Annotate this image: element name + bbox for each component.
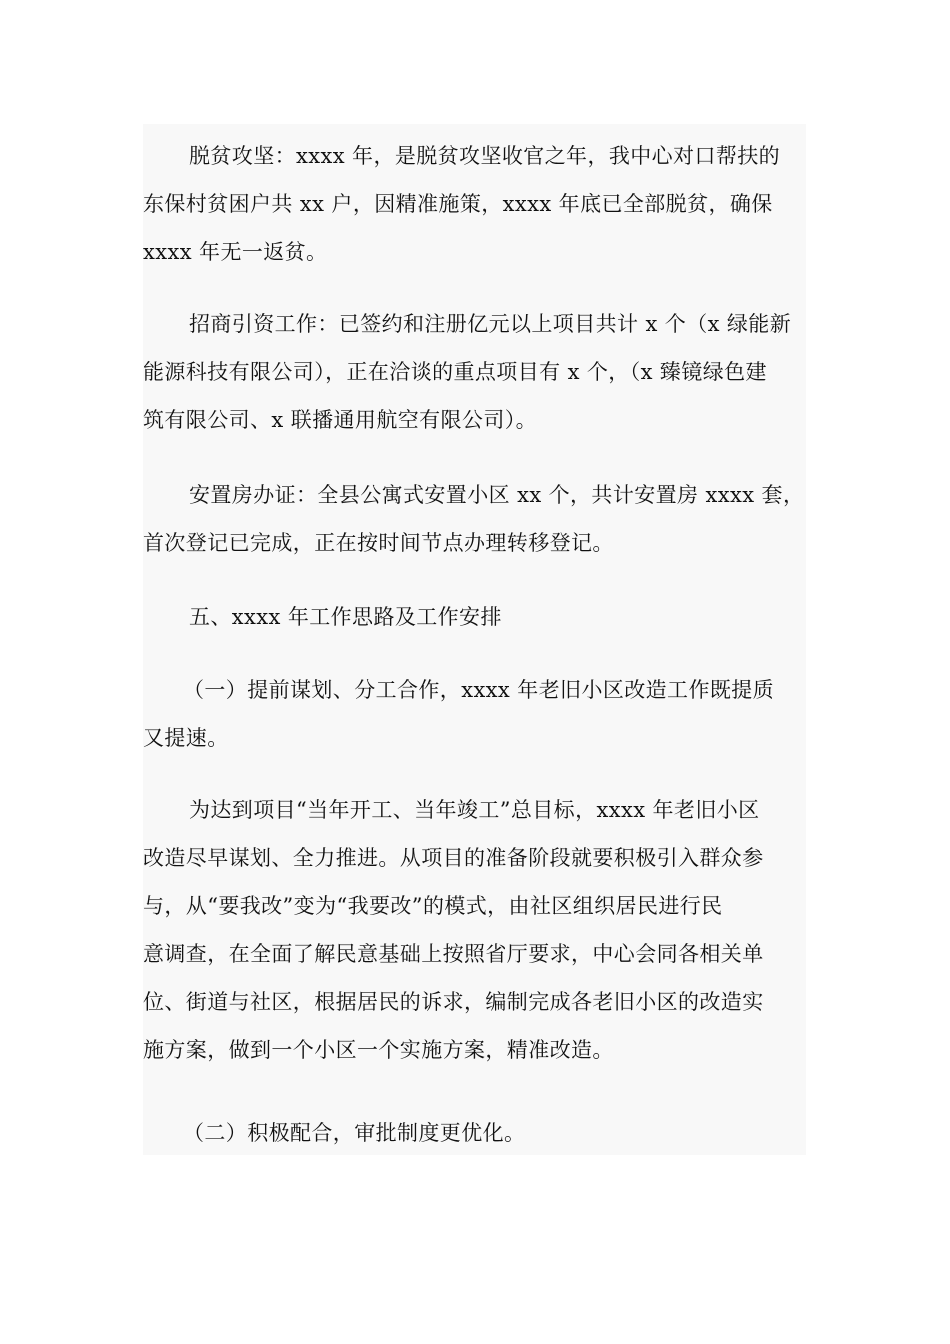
text-line: 施方案，做到一个小区一个实施方案，精准改造。: [143, 1038, 614, 1062]
paragraph-renovation-plan: [143, 786, 806, 1074]
document-page: [143, 124, 806, 1155]
text-line: 位、街道与社区，根据居民的诉求，编制完成各老旧小区的改造实: [143, 990, 764, 1014]
paragraph-poverty-alleviation: [143, 132, 806, 276]
text-line: xxxx 年无一返贫。: [143, 240, 328, 264]
text-line: 东保村贫困户共 xx 户，因精准施策，xxxx 年底已全部脱贫，确保: [143, 192, 773, 216]
text-line: （一）提前谋划、分工合作，xxxx 年老旧小区改造工作既提质: [183, 678, 775, 702]
text-line: 能源科技有限公司），正在洽谈的重点项目有 x 个，（x 臻镜绿色建: [143, 360, 767, 384]
paragraph-investment: [143, 300, 806, 444]
text-line: 筑有限公司、x 联播通用航空有限公司）。: [143, 408, 538, 432]
text-line: 改造尽早谋划、全力推进。从项目的准备阶段就要积极引入群众参: [143, 846, 764, 870]
text-line: 意调查，在全面了解民意基础上按照省厅要求，中心会同各相关单: [143, 942, 764, 966]
subheading-two: [143, 1109, 806, 1157]
section-heading-five: [143, 593, 806, 641]
paragraph-resettlement-housing: [143, 471, 806, 567]
text-line: 招商引资工作：已签约和注册亿元以上项目共计 x 个（x 绿能新: [189, 312, 792, 336]
text-line: 为达到项目“当年开工、当年竣工”总目标，xxxx 年老旧小区: [189, 798, 760, 822]
text-line: 安置房办证：全县公寓式安置小区 xx 个，共计安置房 xxxx 套，: [189, 483, 805, 507]
text-line: （二）积极配合，审批制度更优化。: [183, 1121, 526, 1145]
text-line: 与，从“要我改”变为“我要改”的模式，由社区组织居民进行民: [143, 894, 723, 918]
text-line: 五、xxxx 年工作思路及工作安排: [189, 605, 502, 629]
text-line: 脱贫攻坚：xxxx 年，是脱贫攻坚收官之年，我中心对口帮扶的: [189, 144, 781, 168]
text-line: 又提速。: [143, 726, 229, 750]
text-line: 首次登记已完成，正在按时间节点办理转移登记。: [143, 531, 614, 555]
subheading-one: [143, 666, 806, 762]
